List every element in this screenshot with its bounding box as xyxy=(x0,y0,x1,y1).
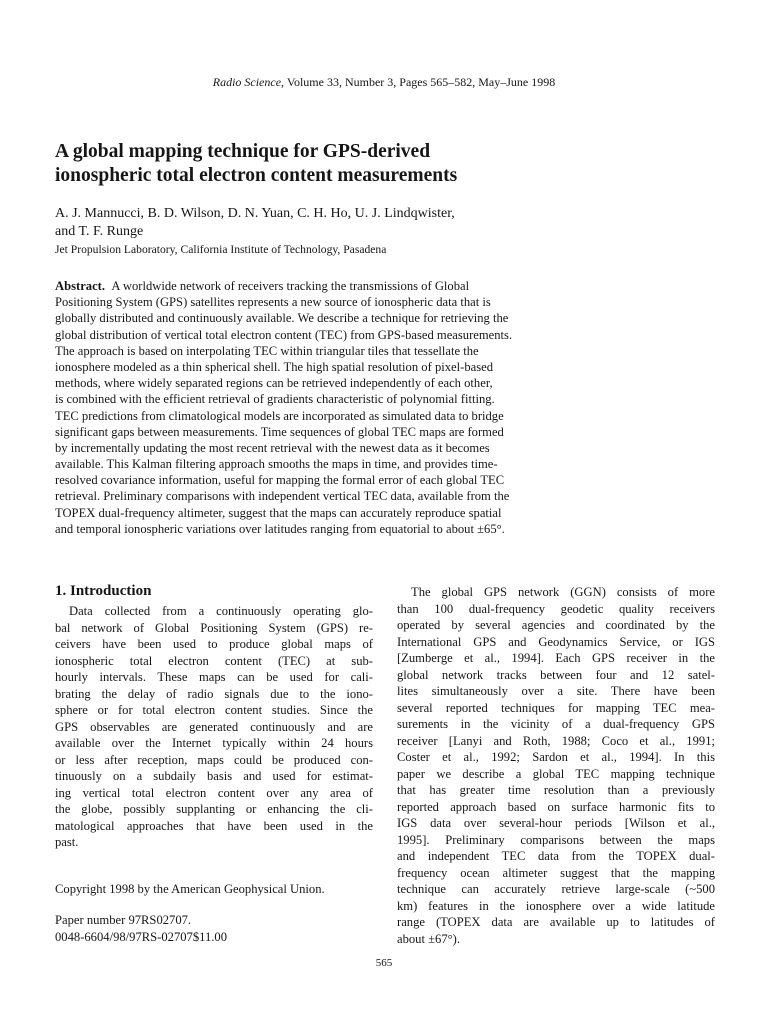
authors-line: A. J. Mannucci, B. D. Wilson, D. N. Yuan, C. H. Ho, U. J. Lindqwister, xyxy=(55,206,455,221)
paragraph-line: lites simultaneously over a site. There have been xyxy=(397,684,715,698)
title-line: ionospheric total electron content measurements xyxy=(55,165,458,186)
paper-title xyxy=(55,140,715,188)
paragraph-line: 1995]. Preliminary comparisons between the maps xyxy=(397,832,715,847)
paragraph-line: global network tracks between four and 12 satel- xyxy=(397,667,715,682)
paragraph-line: range (TOPEX data are available up to latitudes of xyxy=(397,915,715,929)
abstract-line xyxy=(55,278,725,294)
paragraph-line: technique can accurately retrieve large-scale (~500 xyxy=(397,882,715,896)
abstract-line: globally distributed and continuously available. We describe a technique for retrieving the xyxy=(55,311,509,326)
paragraph-line: km) features in the ionosphere over a wide latitude xyxy=(397,898,715,913)
paragraph-line: reported approach based on surface harmonic fits to xyxy=(397,799,715,814)
abstract-line: The approach is based on interpolating TEC within triangular tiles that tessellate the xyxy=(55,343,479,358)
paragraph-line: International GPS and Geodynamics Service, or IGS xyxy=(397,634,715,649)
paragraph-line: Data collected from a continuously operating glo- xyxy=(69,604,373,618)
left-column xyxy=(55,603,373,851)
paper-number: Paper number 97RS02707. xyxy=(55,913,192,927)
abstract xyxy=(55,278,725,537)
paragraph-line: several reported techniques for mapping TEC mea- xyxy=(397,700,715,715)
paragraph-line: receiver [Lanyi and Roth, 1988; Coco et al., 1991; xyxy=(397,733,715,748)
paragraph-line: about ±67°). xyxy=(397,931,461,946)
author-list xyxy=(55,205,725,241)
paragraph-line: paper we describe a global TEC mapping technique xyxy=(397,766,715,781)
abstract-label: Abstract. xyxy=(55,279,106,293)
paragraph-line: past. xyxy=(55,835,79,849)
paragraph-line: IGS data over several-hour periods [Wilson et al., xyxy=(397,816,715,830)
journal-details: , Volume 33, Number 3, Pages 565–582, May–June 1998 xyxy=(281,75,556,89)
abstract-line: global distribution of vertical total electron content (TEC) from GPS-based measurements. xyxy=(55,327,513,342)
paragraph-line: Coster et al., 1992; Sardon et al., 1994]. In this xyxy=(397,750,715,764)
paragraph-line: and independent TEC data from the TOPEX dual- xyxy=(397,849,715,863)
section-heading: 1. Introduction xyxy=(55,583,152,599)
paragraph-line: operated by several agencies and coordinated by the xyxy=(397,618,715,632)
journal-citation xyxy=(0,74,768,90)
abstract-line: TEC predictions from climatological models are incorporated as simulated data to bridge xyxy=(55,408,504,423)
abstract-text: A worldwide network of receivers tracking the transmissions of Global xyxy=(111,279,470,293)
abstract-line: resolved covariance information, useful for mapping the formal error of each global TEC xyxy=(55,473,505,488)
paragraph-line: available over the Internet typically within 24 hours xyxy=(55,736,373,750)
right-column xyxy=(397,584,715,947)
abstract-line: ionosphere modeled as a thin spherical shell. The high spatial resolution of pixel-based xyxy=(55,359,493,374)
paragraph-line: GPS observables are generated continuously and are xyxy=(55,719,373,734)
paragraph-line: matological approaches that have been used in the xyxy=(55,818,373,833)
paragraph-line: than 100 dual-frequency geodetic quality receivers xyxy=(397,601,715,616)
paragraph-line: The global GPS network (GGN) consists of more xyxy=(411,585,715,599)
abstract-line: methods, where widely separated regions can be retrieved independently of each other, xyxy=(55,376,493,391)
paragraph-line: [Zumberge et al., 1994]. Each GPS receiver in the xyxy=(397,651,715,665)
paragraph-line: ionospheric total electron content (TEC) at sub- xyxy=(55,653,373,668)
abstract-line: Positioning System (GPS) satellites represents a new source of ionospheric data that is xyxy=(55,295,491,310)
page-number: 565 xyxy=(375,957,393,969)
paragraph-line: that has greater time resolution than a previously xyxy=(397,783,715,797)
paragraph-line: or less after reception, maps could be produced con- xyxy=(55,752,373,767)
abstract-line: significant gaps between measurements. Time sequences of global TEC maps are formed xyxy=(55,424,504,439)
abstract-line: retrieval. Preliminary comparisons with independent vertical TEC data, available from the xyxy=(55,489,510,504)
paragraph-line: the globe, possibly supplanting or enhancing the cli- xyxy=(55,802,373,816)
paragraph-line: ceivers have been used to produce global maps of xyxy=(55,637,373,651)
title-line: A global mapping technique for GPS-derived xyxy=(55,141,431,162)
paper-number-block xyxy=(55,912,373,945)
paragraph-line: frequency ocean altimeter suggest that the mapping xyxy=(397,865,715,880)
authors-line: and T. F. Runge xyxy=(55,224,144,239)
paragraph-line: ing vertical total electron content over any area of xyxy=(55,785,373,800)
issn-code: 0048-6604/98/97RS-02707$11.00 xyxy=(55,929,228,944)
abstract-line: available. This Kalman filtering approach smooths the maps in time, and provides time- xyxy=(55,457,498,472)
paragraph-line: hourly intervals. These maps can be used for cali- xyxy=(55,670,373,684)
abstract-line: is combined with the efficient retrieval of gradients characteristic of polynomial fitting. xyxy=(55,392,495,407)
paragraph-line: tinuously on a subdaily basis and used for estimat- xyxy=(55,769,373,783)
copyright-notice: Copyright 1998 by the American Geophysical Union. xyxy=(55,882,325,896)
paragraph-line: sphere or for total electron content studies. Since the xyxy=(55,703,373,717)
affiliation: Jet Propulsion Laboratory, California Institute of Technology, Pasadena xyxy=(55,243,387,256)
abstract-line: TOPEX dual-frequency altimeter, suggest that the maps can accurately reproduce spatial xyxy=(55,505,502,520)
paragraph-line: brating the delay of radio signals due to the iono- xyxy=(55,686,373,701)
abstract-line: by incrementally updating the most recent retrieval with the newest data as it becomes xyxy=(55,440,490,455)
abstract-line: and temporal ionospheric variations over latitudes ranging from equatorial to about ±65°. xyxy=(55,521,505,536)
journal-name: Radio Science xyxy=(212,75,282,89)
paragraph-line: surements in the vicinity of a dual-frequency GPS xyxy=(397,717,715,731)
paragraph-line: bal network of Global Positioning System (GPS) re- xyxy=(55,620,373,635)
